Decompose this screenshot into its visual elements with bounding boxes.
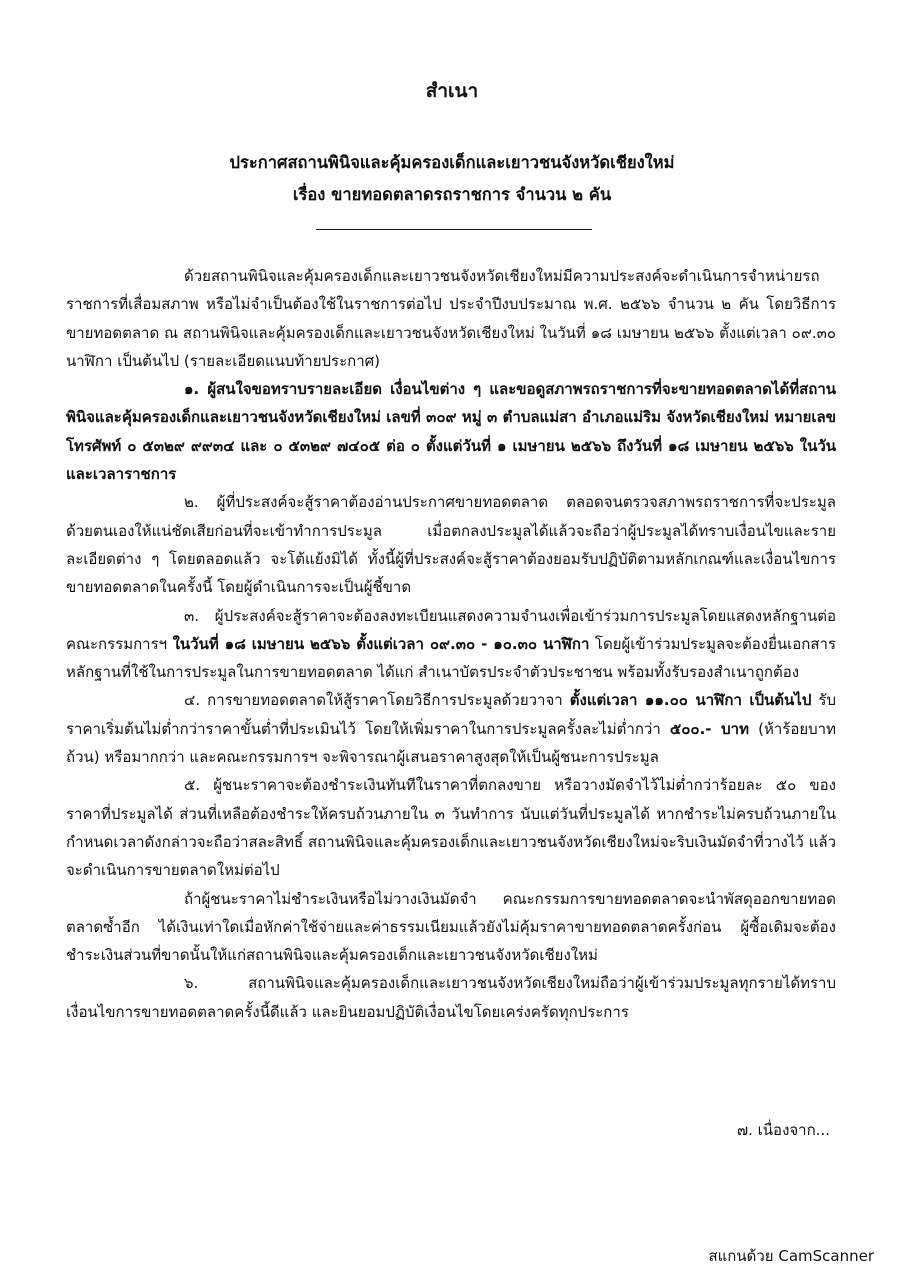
announcement-title: ประกาศสถานพินิจและคุ้มครองเด็กและเยาวชนจังหวัดเชียงใหม่ bbox=[229, 153, 675, 172]
continued-marker: ๗. เนื่องจาก... bbox=[736, 1121, 830, 1139]
scanner-watermark: สแกนด้วย CamScanner bbox=[708, 1247, 874, 1265]
item-3-text-a: ๓. ผู้ประสงค์จะสู้ราคาจะต้องลงทะเบียนแสดงความจำนงเพื่อเข้าร่วมการประมูลโดยแสดงหลักฐานต่อคณะกรรมการฯ bbox=[66, 606, 836, 653]
item-3-paragraph bbox=[66, 602, 836, 687]
item-4-text-e: (ห้าร้อยบาทถ้วน) หรือมากกว่า และคณะกรรมการฯ จะพิจารณาผู้เสนอราคาสูงสุดให้เป็นผู้ชนะการประมูล bbox=[66, 719, 836, 767]
item-4-paragraph bbox=[66, 686, 836, 771]
intro-paragraph: ด้วยสถานพินิจและคุ้มครองเด็กและเยาวชนจังหวัดเชียงใหม่มีความประสงค์จะดำเนินการจำหน่ายรถราชการที่เสื่อมสภาพ หรือไม่จำเป็นต้องใช้ในราชการต่อไป ประจำปีงบประมาณ พ.ศ. ๒๕๖๖ จำนวน ๒ คัน โดยวิธีการขายทอดตลาด ณ สถานพินิจและคุ้มครองเด็กและเยาวชนจังหวัดเชียงใหม่ ในวันที่ ๑๘ เมษายน ๒๕๖๖ ตั้งแต่เวลา ๐๙.๓๐ นาฬิกา เป็นต้นไป (รายละเอียดแนบท้ายประกาศ) bbox=[66, 267, 836, 370]
title-divider bbox=[316, 229, 592, 230]
item-4-text-c: รับราคาเริ่มต้นไม่ต่ำกว่าราคาขั้นต่ำที่ประเมินไว้ โดยให้เพิ่มราคาในการประมูลครั้งละไม่ต่ำกว่า bbox=[66, 691, 836, 738]
item-4-text-a: ๔. การขายทอดตลาดให้สู้ราคาโดยวิธีการประมูลด้วยวาจา bbox=[184, 691, 570, 710]
item-4-min-increment: ๕๐๐.- บาท bbox=[669, 719, 749, 738]
item-2-paragraph: ๒. ผู้ที่ประสงค์จะสู้ราคาต้องอ่านประกาศขายทอดตลาด ตลอดจนตรวจสภาพรถราชการที่จะประมูลด้วยตนเองให้แน่ชัดเสียก่อนที่จะเข้าทำการประมูล เมื่อตกลงประมูลได้แล้วจะถือว่าผู้ประมูลได้ทราบเงื่อนไขและรายละเอียดต่าง ๆ โดยตลอดแล้ว จะโต้แย้งมิได้ ทั้งนี้ผู้ที่ประสงค์จะสู้ราคาต้องยอมรับปฏิบัติตามหลักเกณฑ์และเงื่อนไขการขายทอดตลาดในครั้งนี้ โดยผู้ดำเนินการจะเป็นผู้ชี้ขาด bbox=[66, 493, 836, 597]
announcement-body bbox=[66, 262, 836, 1026]
item-3-date-time: ในวันที่ ๑๘ เมษายน ๒๕๖๖ ตั้งแต่เวลา ๐๙.๓๐ - ๑๐.๓๐ นาฬิกา bbox=[172, 634, 590, 653]
item-5-paragraph: ๕. ผู้ชนะราคาจะต้องชำระเงินทันทีในราคาที่ตกลงขาย หรือวางมัดจำไว้ไม่ต่ำกว่าร้อยละ ๕๐ ของราคาที่ประมูลได้ ส่วนที่เหลือต้องชำระให้ครบถ้วนภายใน ๓ วันทำการ นับแต่วันที่ประมูลได้ หากชำระไม่ครบถ้วนภายในกำหนดเวลาดังกล่าวจะถือว่าสละสิทธิ์ สถานพินิจและคุ้มครองเด็กและเยาวชนจังหวัดเชียงใหม่จะริบเงินมัดจำที่วางไว้ แล้วจะดำเนินการขายตลาดใหม่ต่อไป bbox=[66, 776, 836, 880]
announcement-subject: เรื่อง ขายทอดตลาดรถราชการ จำนวน ๒ คัน bbox=[292, 185, 612, 204]
item-6-paragraph: ๖. สถานพินิจและคุ้มครองเด็กและเยาวชนจังหวัดเชียงใหม่ถือว่าผู้เข้าร่วมประมูลทุกรายได้ทราบเงื่อนไขการขายทอดตลาดครั้งนี้ดีแล้ว และยินยอมปฏิบัติเงื่อนไขโดยเคร่งครัดทุกประการ bbox=[66, 974, 836, 1021]
item-4-start-time: ตั้งแต่เวลา ๑๑.๐๐ นาฬิกา เป็นต้นไป bbox=[569, 691, 812, 710]
item-5-extra-paragraph: ถ้าผู้ชนะราคาไม่ชำระเงินหรือไม่วางเงินมัดจำ คณะกรรมการขายทอดตลาดจะนำพัสดุออกขายทอดตลาดซ้ำอีก ได้เงินเท่าใดเมื่อหักค่าใช้จ่ายและค่าธรรมเนียมแล้วยังไม่คุ้มราคาขายทอดตลาดครั้งก่อน ผู้ซื้อเดิมจะต้องชำระเงินส่วนที่ขาดนั้นให้แก่สถานพินิจและคุ้มครองเด็กและเยาวชนจังหวัดเชียงใหม่ bbox=[66, 889, 836, 965]
item-1-paragraph: ๑. ผู้สนใจขอทราบรายละเอียด เงื่อนไขต่าง ๆ และขอดูสภาพรถราชการที่จะขายทอดตลาดได้ที่สถานพินิจและคุ้มครองเด็กและเยาวชนจังหวัดเชียงใหม่ เลขที่ ๓๐๙ หมู่ ๓ ตำบลแม่สา อำเภอแม่ริม จังหวัดเชียงใหม่ หมายเลขโทรศัพท์ ๐ ๕๓๒๙ ๙๙๓๔ และ ๐ ๕๓๒๙ ๗๔๐๕ ต่อ ๐ ตั้งแต่วันที่ ๑ เมษายน ๒๕๖๖ ถึงวันที่ ๑๘ เมษายน ๒๕๖๖ ในวันและเวลาราชการ bbox=[66, 380, 836, 484]
item-3-text-c: โดยผู้เข้าร่วมประมูลจะต้องยื่นเอกสารหลักฐานที่ใช้ในการประมูลในการขายทอดตลาด ได้แก่ สำเนาบัตรประจำตัวประชาชน พร้อมทั้งรับรองสำเนาถูกต้อง bbox=[66, 634, 836, 682]
copy-label: สำเนา bbox=[425, 80, 479, 102]
